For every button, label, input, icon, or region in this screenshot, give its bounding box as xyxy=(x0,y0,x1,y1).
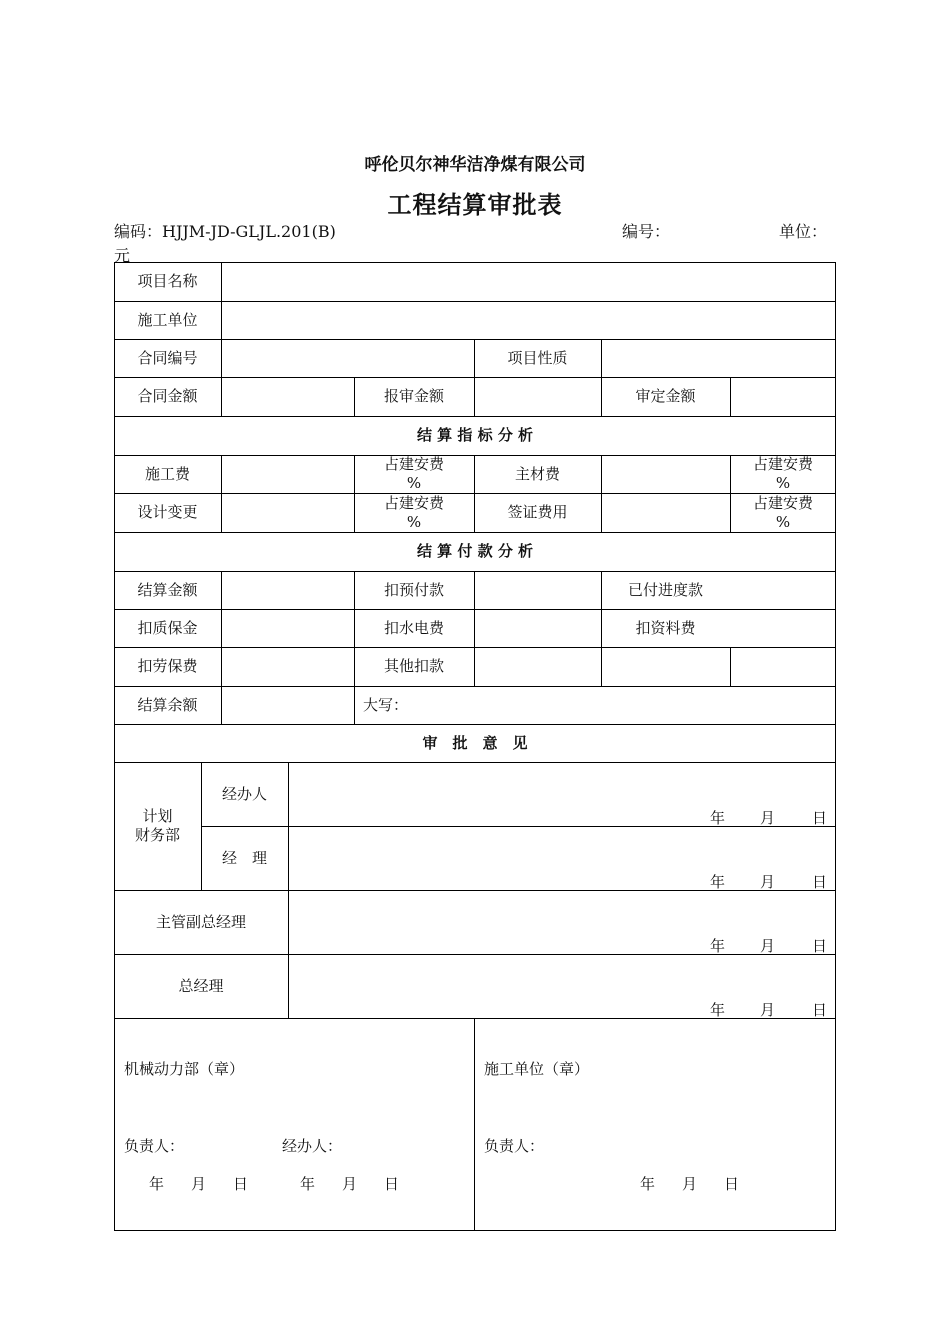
balance-label: 结算余额 xyxy=(137,695,198,714)
handler-label: 经办人 xyxy=(221,784,267,803)
unit-label: 单位： xyxy=(779,222,828,241)
ratio-cell-3 xyxy=(354,493,474,532)
approval-section-title: 审 批 意 见 xyxy=(422,733,528,752)
approved-amount-label: 审定金额 xyxy=(635,387,696,405)
payment-section-title: 结 算 付 款 分 析 xyxy=(416,542,534,560)
mech-responsible-label: 负责人： xyxy=(124,1137,185,1155)
quality-deposit-label: 扣质保金 xyxy=(137,618,198,637)
mech-handler-date: 年 月 日 xyxy=(300,1175,400,1193)
contract-amount-label: 合同金额 xyxy=(137,387,198,405)
gm-date: 年 月 日 xyxy=(710,1001,828,1019)
other-deductions-label: 其他扣款 xyxy=(383,657,444,675)
ratio-cell-1 xyxy=(354,455,474,493)
plan-finance-line1: 计划 xyxy=(142,807,173,825)
construction-unit-seal-label: 施工单位（章） xyxy=(484,1060,590,1078)
unit-responsible-date: 年 月 日 xyxy=(640,1175,740,1193)
utilities-deduction-label: 扣水电费 xyxy=(383,618,444,637)
ratio-label: 占建安费 xyxy=(752,493,813,512)
labor-insurance-label: 扣劳保费 xyxy=(137,657,198,675)
ratio-label: 占建安费 xyxy=(383,493,444,512)
ratio-cell-2 xyxy=(730,455,836,493)
main-material-label: 主材费 xyxy=(514,464,560,483)
unit-responsible-label: 负责人： xyxy=(484,1137,545,1155)
contract-no-label: 合同编号 xyxy=(137,348,198,367)
form-number-label: 编号： xyxy=(622,222,671,241)
plan-finance-line2: 财务部 xyxy=(134,826,180,844)
submitted-amount-label: 报审金额 xyxy=(383,387,444,405)
settlement-amount-label: 结算金额 xyxy=(137,580,198,599)
form-title: 工程结算审批表 xyxy=(387,191,563,219)
form-code: 编码：HJJM-JD-GLJL.201(B) xyxy=(114,222,336,241)
project-nature-label: 项目性质 xyxy=(507,348,568,367)
indicator-section-title: 结 算 指 标 分 析 xyxy=(416,426,534,444)
paid-progress-label: 已付进度款 xyxy=(627,580,703,599)
plan-finance-dept-label xyxy=(114,762,201,890)
settlement-approval-form xyxy=(114,262,836,1231)
mech-responsible-date: 年 月 日 xyxy=(149,1175,249,1193)
percent-sign: % xyxy=(406,512,422,531)
project-name-label: 项目名称 xyxy=(137,272,198,290)
ratio-cell-4 xyxy=(730,493,836,532)
deputy-gm-date: 年 月 日 xyxy=(710,937,828,955)
visa-cost-label: 签证费用 xyxy=(507,503,568,521)
percent-sign: % xyxy=(775,474,791,492)
mech-dept-seal-label: 机械动力部（章） xyxy=(124,1060,245,1078)
mech-handler-label: 经办人： xyxy=(282,1137,343,1155)
gm-label: 总经理 xyxy=(178,976,224,995)
unit-value: 元 xyxy=(114,246,131,265)
deputy-gm-label: 主管副总经理 xyxy=(155,912,246,931)
ratio-label: 占建安费 xyxy=(383,455,444,473)
ratio-label: 占建安费 xyxy=(752,455,813,473)
percent-sign: % xyxy=(775,512,791,531)
advance-deduction-label: 扣预付款 xyxy=(383,580,444,599)
construction-unit-label: 施工单位 xyxy=(137,310,198,329)
construction-fee-label: 施工费 xyxy=(144,464,190,483)
capital-amount-label: 大写： xyxy=(363,695,409,714)
manager-label: 经 理 xyxy=(221,848,267,867)
manager-date: 年 月 日 xyxy=(710,873,828,891)
materials-deduction-label: 扣资料费 xyxy=(635,618,696,637)
design-change-label: 设计变更 xyxy=(137,503,198,521)
company-name: 呼伦贝尔神华洁净煤有限公司 xyxy=(364,155,586,175)
handler-date: 年 月 日 xyxy=(710,809,828,827)
percent-sign: % xyxy=(406,474,422,492)
